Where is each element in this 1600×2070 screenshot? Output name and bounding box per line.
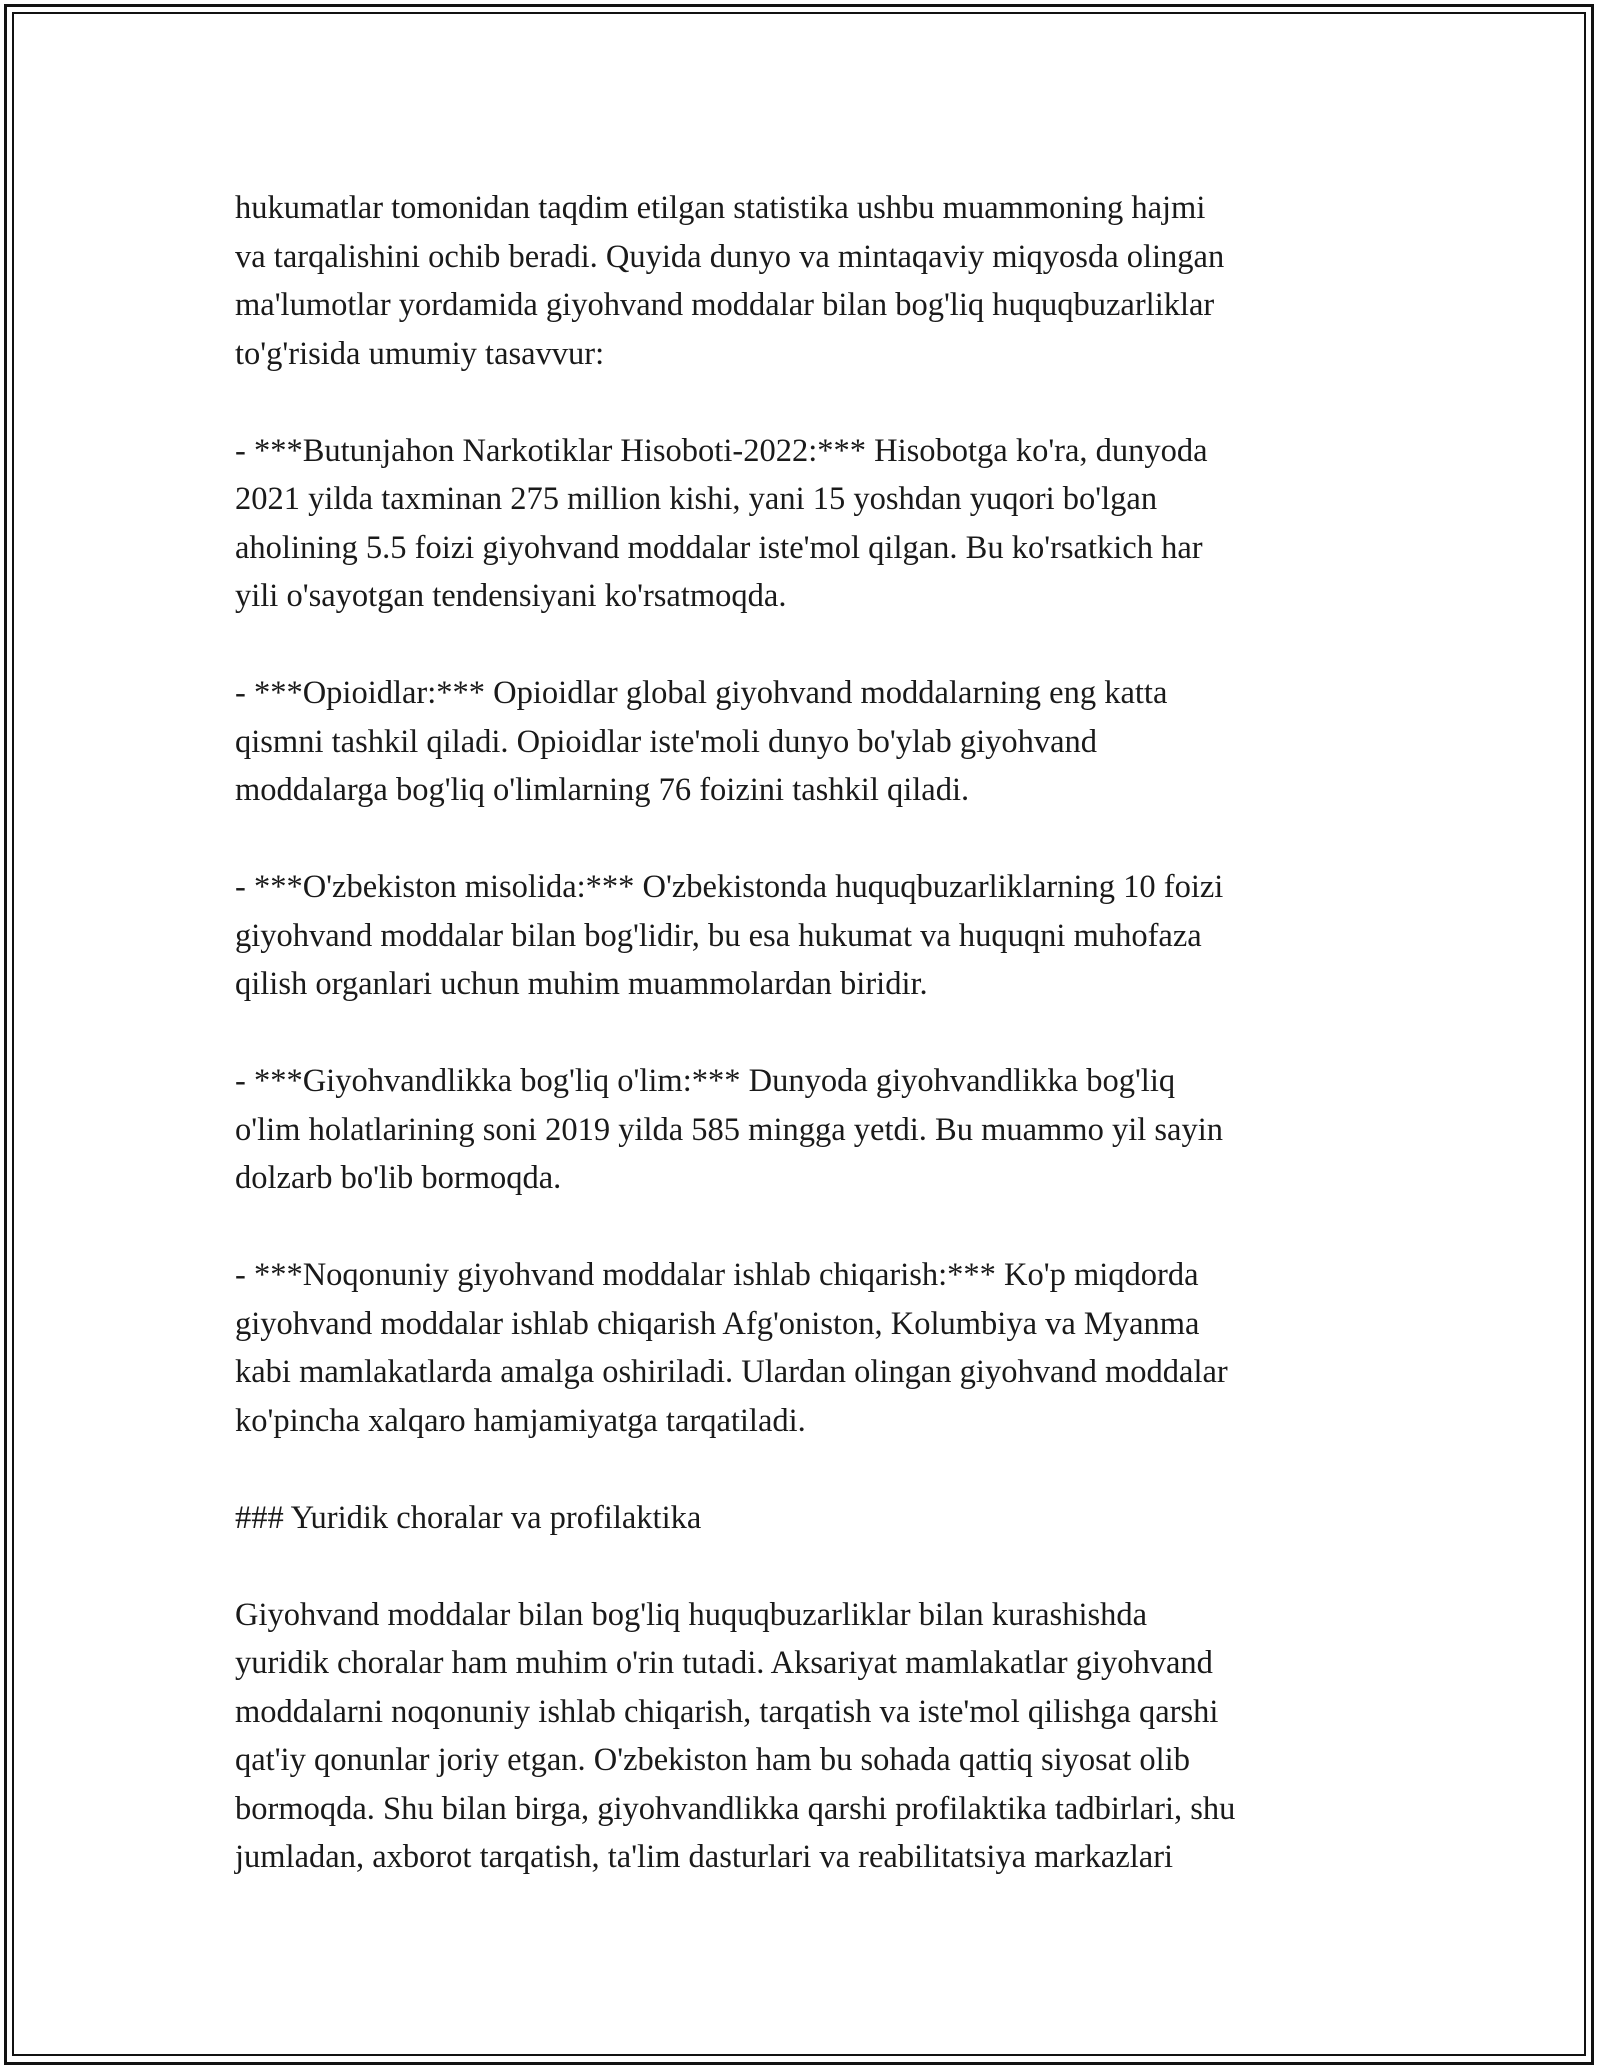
- document-body: [235, 184, 1375, 1882]
- text-line: Giyohvand moddalar bilan bog'liq huquqbuzarliklar bilan kurashishda: [235, 1596, 1148, 1633]
- text-line: to'g'risida umumiy tasavvur:: [235, 335, 605, 372]
- bullet-world-drug-report: [235, 427, 1375, 621]
- bullet-uzbekistan: [235, 863, 1375, 1009]
- text-line: moddalarni noqonuniy ishlab chiqarish, tarqatish va iste'mol qilishga qarshi: [235, 1693, 1219, 1730]
- text-line: o'lim holatlarining soni 2019 yilda 585 mingga yetdi. Bu muammo yil sayin: [235, 1111, 1223, 1148]
- text-line: - ***Butunjahon Narkotiklar Hisoboti-2022:*** Hisobotga ko'ra, dunyoda: [235, 432, 1208, 469]
- text-line: va tarqalishini ochib beradi. Quyida dunyo va mintaqaviy miqyosda olingan: [235, 238, 1225, 275]
- text-line: giyohvand moddalar bilan bog'lidir, bu esa hukumat va huquqni muhofaza: [235, 917, 1202, 954]
- text-line: - ***Noqonuniy giyohvand moddalar ishlab chiqarish:*** Ko'p miqdorda: [235, 1257, 1199, 1293]
- text-line: ma'lumotlar yordamida giyohvand moddalar bilan bog'liq huquqbuzarliklar: [235, 287, 1215, 323]
- paragraph-intro: [235, 184, 1375, 378]
- bullet-illegal-production: [235, 1251, 1375, 1445]
- text-line: kabi mamlakatlarda amalga oshiriladi. Ulardan olingan giyohvand moddalar: [235, 1354, 1228, 1390]
- paragraph-legal-measures: [235, 1591, 1375, 1882]
- text-line: 2021 yilda taxminan 275 million kishi, yani 15 yoshdan yuqori bo'lgan: [235, 481, 1158, 517]
- text-line: yili o'sayotgan tendensiyani ko'rsatmoqda.: [235, 578, 787, 614]
- text-line: qilish organlari uchun muhim muammolardan biridir.: [235, 966, 928, 1002]
- text-line: jumladan, axborot tarqatish, ta'lim dasturlari va reabilitatsiya markazlari: [235, 1839, 1174, 1875]
- section-heading: [235, 1494, 1375, 1543]
- text-line: ### Yuridik choralar va profilaktika: [235, 1499, 702, 1536]
- text-line: - ***Giyohvandlikka bog'liq o'lim:*** Dunyoda giyohvandlikka bog'liq: [235, 1063, 1176, 1099]
- bullet-drug-deaths: [235, 1057, 1375, 1203]
- text-line: giyohvand moddalar ishlab chiqarish Afg'oniston, Kolumbiya va Myanma: [235, 1305, 1200, 1342]
- text-line: aholining 5.5 foizi giyohvand moddalar iste'mol qilgan. Bu ko'rsatkich har: [235, 529, 1203, 566]
- text-line: - ***O'zbekiston misolida:*** O'zbekistonda huquqbuzarliklarning 10 foizi: [235, 869, 1224, 905]
- text-line: - ***Opioidlar:*** Opioidlar global giyohvand moddalarning eng katta: [235, 675, 1168, 711]
- text-line: qismni tashkil qiladi. Opioidlar iste'moli dunyo bo'ylab giyohvand: [235, 723, 1098, 760]
- text-line: moddalarga bog'liq o'limlarning 76 foizini tashkil qiladi.: [235, 772, 970, 808]
- text-line: qat'iy qonunlar joriy etgan. O'zbekiston ham bu sohada qattiq siyosat olib: [235, 1742, 1190, 1778]
- bullet-opioids: [235, 669, 1375, 815]
- text-line: yuridik choralar ham muhim o'rin tutadi. Aksariyat mamlakatlar giyohvand: [235, 1645, 1213, 1681]
- text-line: bormoqda. Shu bilan birga, giyohvandlikka qarshi profilaktika tadbirlari, shu: [235, 1790, 1236, 1827]
- text-line: hukumatlar tomonidan taqdim etilgan statistika ushbu muammoning hajmi: [235, 190, 1206, 226]
- text-line: dolzarb bo'lib bormoqda.: [235, 1160, 562, 1196]
- text-line: ko'pincha xalqaro hamjamiyatga tarqatiladi.: [235, 1402, 806, 1439]
